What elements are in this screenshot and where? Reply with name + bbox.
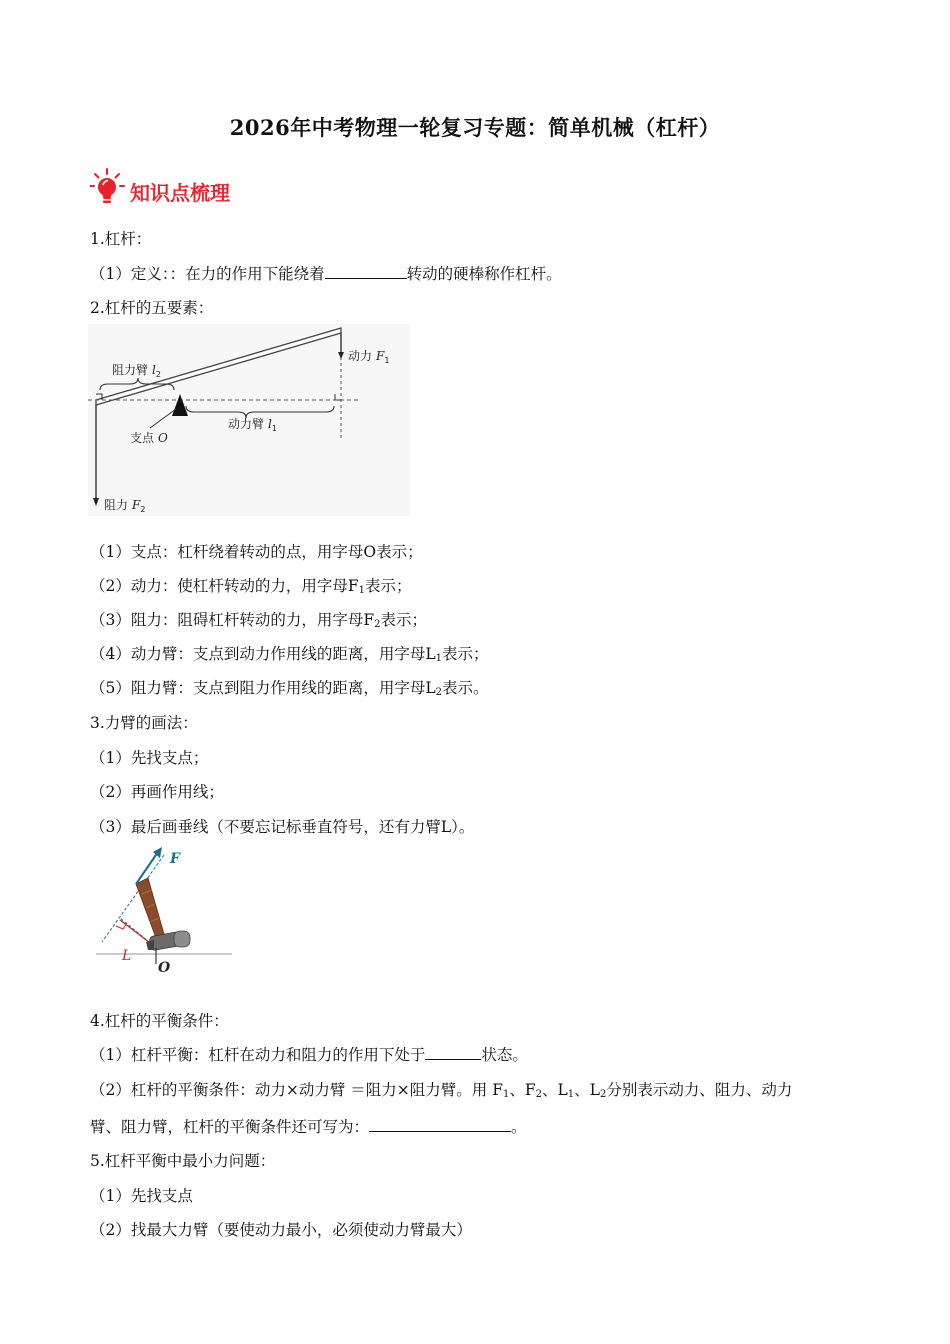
balance-1-tail: 状态。 xyxy=(481,1046,528,1064)
document-title: 2026年中考物理一轮复习专题：简单机械（杠杆） xyxy=(229,115,721,140)
element-3 xyxy=(90,610,427,635)
blank-3 xyxy=(369,1117,511,1132)
power-arm-subscript: 1 xyxy=(271,424,277,433)
resistance-subscript: 2 xyxy=(140,505,146,514)
element-5 xyxy=(90,678,489,703)
hammer-face xyxy=(174,931,190,947)
definition-line xyxy=(90,264,562,284)
svg-text:动力臂l1 xyxy=(228,416,277,433)
balance-2-text-d: 、L xyxy=(541,1081,568,1099)
fulcrum-label: 支点 xyxy=(130,431,155,445)
heading-2: 2.杠杆的五要素： xyxy=(90,299,214,317)
balance-1 xyxy=(90,1045,528,1065)
hammer-lever-figure xyxy=(92,846,237,976)
fulcrum-label: O xyxy=(158,960,171,976)
balance-2-text-e: 、L xyxy=(574,1081,600,1099)
balance-2-continued xyxy=(90,1117,527,1137)
resistance-label: 阻力 xyxy=(104,498,129,512)
resistance-arm-subscript: 2 xyxy=(155,370,161,379)
resistance-symbol: F xyxy=(132,498,141,512)
min-force-step-2: （2）找最大力臂（要使动力最小，必须使动力臂最大） xyxy=(90,1221,472,1239)
svg-text:动力F1 xyxy=(348,348,389,365)
drawing-step-3: （3）最后画垂线（不要忘记标垂直符号，还有力臂L）。 xyxy=(90,818,475,836)
element-2 xyxy=(90,576,412,601)
power-arm-symbol: l xyxy=(268,417,272,431)
element-5-text: （5）阻力臂：支点到阻力作用线的距离，用字母L xyxy=(90,679,436,697)
heading-4: 4.杠杆的平衡条件： xyxy=(90,1012,229,1030)
svg-text:支点O xyxy=(130,430,168,445)
element-2-subscript: 1 xyxy=(358,585,365,596)
lightbulb-icon xyxy=(90,168,130,208)
balance-2-sub-3: 1 xyxy=(567,1089,575,1100)
blank-1 xyxy=(325,264,407,279)
element-5-tail: 表示。 xyxy=(442,679,489,697)
svg-text:阻力臂l2 xyxy=(112,362,161,379)
balance-2-sub-2: 2 xyxy=(535,1089,542,1100)
heading-5: 5.杠杆平衡中最小力问题： xyxy=(90,1152,276,1170)
heading-1: 1.杠杆： xyxy=(90,230,152,248)
lever-elements-figure xyxy=(88,324,410,516)
element-2-text: （2）动力：使杠杆转动的力，用字母F xyxy=(90,577,359,595)
element-4-text: （4）动力臂：支点到动力作用线的距离，用字母L xyxy=(90,645,436,663)
balance-2-text-f: 分别表示动力、阻力、动力 xyxy=(606,1081,793,1099)
element-3-text: （3）阻力：阻碍杠杆转动的力，用字母F xyxy=(90,611,375,629)
power-subscript: 1 xyxy=(384,356,390,365)
power-label: 动力 xyxy=(348,349,373,363)
hammer-handle xyxy=(136,878,164,938)
balance-2-text-c: 、F xyxy=(509,1081,536,1099)
balance-2-sub-4: 2 xyxy=(599,1089,607,1100)
resistance-arm-label: 阻力臂 xyxy=(112,363,149,377)
definition-text-a: （1）定义：：在力的作用下能绕着 xyxy=(90,265,325,283)
heading-3: 3.力臂的画法： xyxy=(90,714,198,732)
element-4 xyxy=(90,644,489,669)
definition-text-b: 转动的硬棒称作杠杆。 xyxy=(406,265,562,283)
section-title: 知识点梳理 xyxy=(130,181,230,205)
min-force-step-1: （1）先找支点 xyxy=(90,1187,193,1205)
balance-2 xyxy=(90,1080,792,1105)
element-2-tail: 表示； xyxy=(365,577,412,595)
blank-2 xyxy=(425,1045,481,1060)
element-5-subscript: 2 xyxy=(435,687,443,698)
drawing-step-1: （1）先找支点； xyxy=(90,749,209,767)
svg-text:阻力F2 xyxy=(104,497,145,514)
element-4-tail: 表示； xyxy=(442,645,489,663)
balance-2-sub-1: 1 xyxy=(502,1089,510,1100)
balance-1-text: （1）杠杆平衡：杠杆在动力和阻力的作用下处于 xyxy=(90,1046,426,1064)
element-3-subscript: 2 xyxy=(374,619,381,630)
element-4-subscript: 1 xyxy=(435,653,443,664)
power-symbol: F xyxy=(376,349,385,363)
resistance-arm-symbol: l xyxy=(152,363,156,377)
fulcrum-symbol: O xyxy=(158,431,168,445)
arm-label: L xyxy=(122,948,132,964)
power-arm-label: 动力臂 xyxy=(228,417,265,431)
element-3-tail: 表示； xyxy=(380,611,428,629)
balance-3-tail: 。 xyxy=(511,1118,527,1136)
drawing-step-2: （2）再画作用线； xyxy=(90,783,224,801)
balance-3-text: 臂、阻力臂，杠杆的平衡条件还可写为： xyxy=(90,1118,370,1136)
force-label: F xyxy=(170,851,180,867)
element-1: （1）支点：杠杆绕着转动的点，用字母O表示； xyxy=(90,543,423,561)
balance-2-text: （2）杠杆的平衡条件：动力×动力臂 ＝阻力×阻力臂。用 F xyxy=(90,1081,503,1099)
